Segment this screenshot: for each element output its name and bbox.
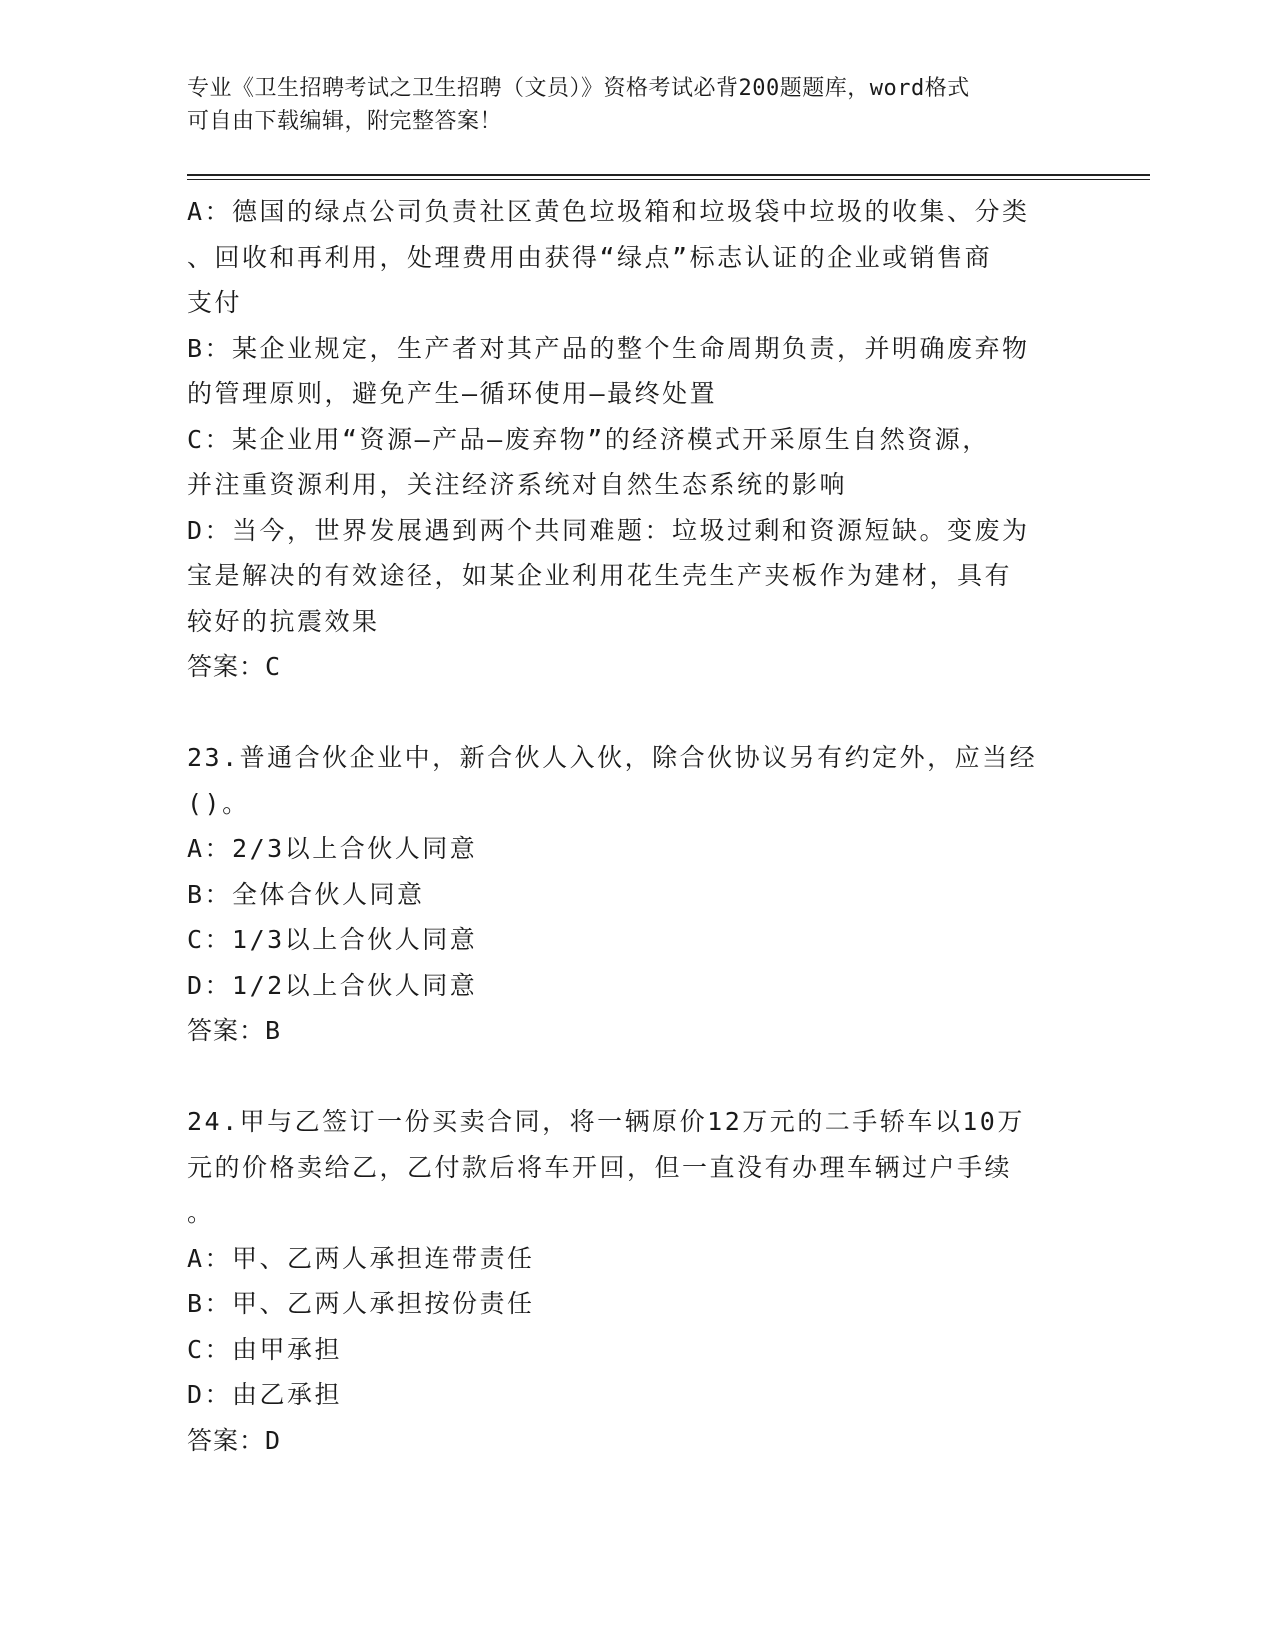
q22-answer: 答案：C [187, 652, 282, 681]
q22-option-d: D：当今，世界发展遇到两个共同难题：垃圾过剩和资源短缺。变废为 宝是解决的有效途径，如某企业利用花生壳生产夹板作为建材，具有 较好的抗震效果 [187, 515, 1030, 636]
q24-answer: 答案：D [187, 1425, 282, 1455]
q23-option-c: C：1/3以上合伙人同意 [187, 925, 478, 954]
question-spacer [187, 1054, 1087, 1100]
header-rule-thin [187, 179, 1150, 180]
document-header [187, 72, 1087, 138]
q24-option-b: B：甲、乙两人承担按份责任 [187, 1289, 535, 1318]
header-rule-thick [187, 174, 1150, 176]
question-content [187, 189, 1087, 1463]
q24-option-a: A：甲、乙两人承担连带责任 [187, 1243, 535, 1273]
q23-stem: 23.普通合伙企业中，新合伙人入伙，除合伙协议另有约定外，应当经 ()。 [187, 743, 1038, 818]
question-spacer [187, 690, 1087, 736]
q23-option-a: A：2/3以上合伙人同意 [187, 834, 478, 863]
header-line-1: 专业《卫生招聘考试之卫生招聘（文员）》资格考试必背200题题库，word格式 [187, 76, 970, 101]
header-line-2: 可自由下载编辑，附完整答案！ [187, 109, 503, 134]
q22-option-a: A：德国的绿点公司负责社区黄色垃圾箱和垃圾袋中垃圾的收集、分类 、回收和再利用，处理费用由获得“绿点”标志认证的企业或销售商 支付 [187, 197, 1030, 317]
q24-option-c: C：由甲承担 [187, 1334, 343, 1364]
q23-option-d: D：1/2以上合伙人同意 [187, 970, 478, 1000]
q22-option-b: B：某企业规定，生产者对其产品的整个生命周期负责，并明确废弃物 的管理原则，避免产生—循环使用—最终处置 [187, 333, 1030, 408]
q24-stem: 24.甲与乙签订一份买卖合同，将一辆原价12万元的二手轿车以10万 元的价格卖给乙，乙付款后将车开回，但一直没有办理车辆过户手续 。 [187, 1107, 1025, 1227]
q22-option-c: C：某企业用“资源—产品—废弃物”的经济模式开采原生自然资源， 并注重资源利用，关注经济系统对自然生态系统的影响 [187, 424, 990, 499]
q24-option-d: D：由乙承担 [187, 1380, 343, 1409]
q23-option-b: B：全体合伙人同意 [187, 879, 425, 909]
q23-answer: 答案：B [187, 1016, 282, 1045]
